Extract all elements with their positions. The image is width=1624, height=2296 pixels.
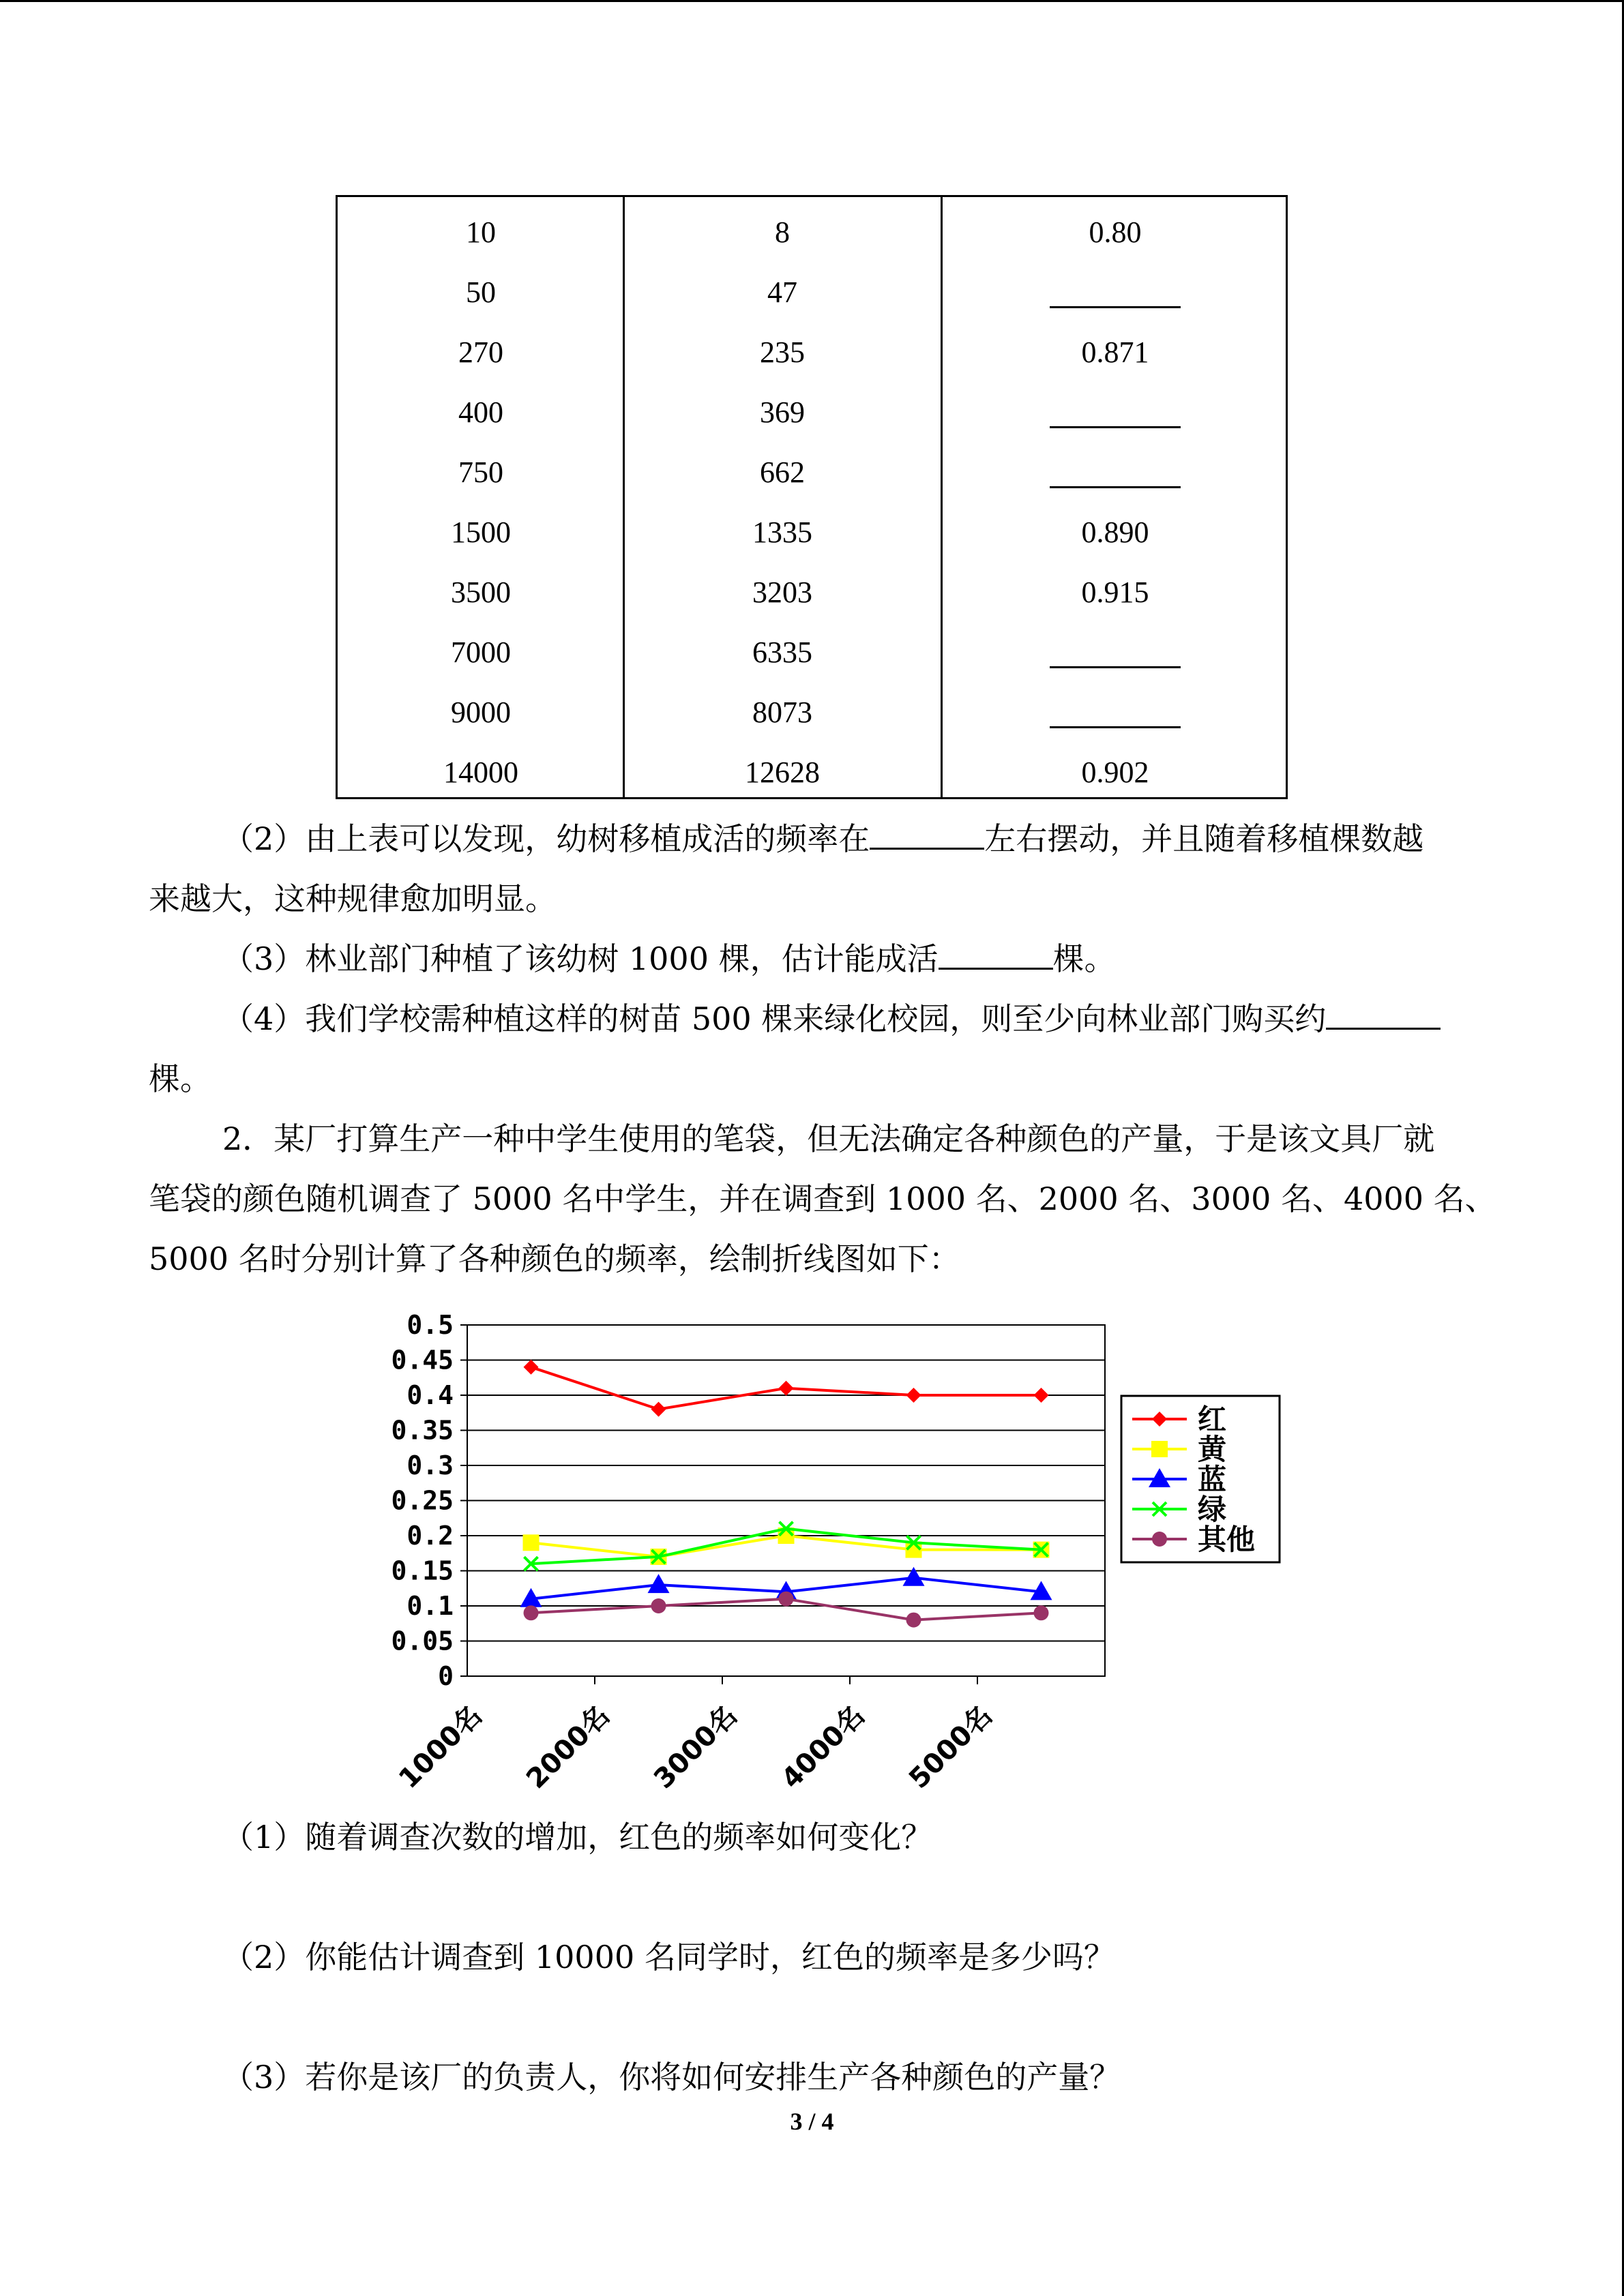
y-tick-label: 0 (438, 1661, 454, 1691)
table-cell-survived: 369 (760, 396, 805, 429)
survival-table (336, 195, 1288, 799)
table-cell-survived: 8 (775, 215, 790, 249)
table-cell-planted: 7000 (451, 636, 511, 669)
table-cell-survived: 47 (767, 275, 797, 309)
page-top-border (0, 0, 1624, 2)
data-point-其他 (651, 1598, 666, 1613)
table-cell-planted: 1500 (451, 516, 511, 549)
table-cell-planted: 50 (466, 275, 496, 309)
table-cell-freq (979, 383, 1252, 443)
legend-label-蓝: 蓝 (1198, 1463, 1227, 1496)
legend-label-绿: 绿 (1198, 1493, 1227, 1526)
table-cell-survived: 235 (760, 336, 805, 369)
answer-blank[interactable] (939, 931, 1053, 970)
y-tick-label: 0.05 (391, 1626, 454, 1656)
table-cell-planted: 3500 (451, 576, 511, 609)
table-cell-freq: 0.915 (1081, 576, 1149, 609)
frequency-line-chart (341, 1299, 1310, 1810)
table-cell-freq (979, 623, 1252, 683)
x-tick-label: 3000名 (648, 1699, 743, 1795)
q1-2-line2: 来越大，这种规律愈加明显。 (149, 880, 557, 917)
q1-2-line1: （2）由上表可以发现，幼树移植成活的频率在 左右摆动，并且随着移植棵数越 (222, 809, 1552, 869)
legend-marker-黄 (1151, 1441, 1168, 1457)
q1-3: （3）林业部门种植了该幼树 1000 棵，估计能成活 棵。 (222, 929, 1552, 989)
table-cell-freq (979, 683, 1252, 743)
x-tick-label: 5000名 (903, 1699, 999, 1795)
table-cell-planted: 400 (458, 396, 503, 429)
y-tick-label: 0.25 (391, 1485, 454, 1516)
data-point-其他 (779, 1592, 794, 1607)
y-tick-label: 0.45 (391, 1345, 454, 1375)
answer-blank[interactable] (870, 811, 984, 850)
legend-marker-其他 (1152, 1532, 1167, 1547)
q2-line1: 2．某厂打算生产一种中学生使用的笔袋，但无法确定各种颜色的产量，于是该文具厂就 (222, 1120, 1435, 1157)
table-cell-survived: 8073 (752, 696, 812, 729)
table-cell-survived: 12628 (745, 756, 820, 789)
x-tick-label: 1000名 (393, 1699, 488, 1795)
answer-blank[interactable] (1050, 726, 1181, 728)
table-cell-freq (979, 263, 1252, 323)
y-tick-label: 0.1 (407, 1591, 454, 1621)
q2-2: （2）你能估计调查到 10000 名同学时，红色的频率是多少吗？ (222, 1939, 1115, 1976)
table-cell-freq: 0.80 (1089, 215, 1142, 249)
legend-label-黄: 黄 (1198, 1433, 1227, 1466)
legend-label-红: 红 (1198, 1403, 1227, 1436)
table-cell-planted: 270 (458, 336, 503, 369)
q1-4-line1: （4）我们学校需种植这样的树苗 500 棵来绿化校园，则至少向林业部门购买约 (222, 989, 1552, 1049)
legend-label-其他: 其他 (1198, 1523, 1256, 1556)
table-cell-planted: 10 (466, 215, 496, 249)
y-tick-label: 0.3 (407, 1450, 454, 1480)
table-cell-freq: 0.890 (1081, 516, 1149, 549)
y-tick-label: 0.15 (391, 1555, 454, 1586)
q2-3: （3）若你是该厂的负责人，你将如何安排生产各种颜色的产量？ (222, 2059, 1121, 2096)
data-point-其他 (1034, 1605, 1049, 1620)
data-point-黄 (523, 1534, 540, 1551)
table-divider-1 (623, 197, 625, 797)
answer-blank[interactable] (1050, 486, 1181, 488)
answer-blank[interactable] (1050, 666, 1181, 668)
q2-line2: 笔袋的颜色随机调查了 5000 名中学生，并在调查到 1000 名、2000 名、3000 名、4000 名、 (149, 1180, 1496, 1217)
table-cell-freq: 0.871 (1081, 336, 1149, 369)
y-tick-label: 0.4 (407, 1380, 454, 1410)
table-cell-survived: 3203 (752, 576, 812, 609)
data-point-其他 (524, 1605, 539, 1620)
table-cell-planted: 750 (458, 456, 503, 489)
y-tick-label: 0.2 (407, 1521, 454, 1551)
y-tick-label: 0.5 (407, 1310, 454, 1340)
x-tick-label: 2000名 (520, 1699, 616, 1795)
table-cell-planted: 14000 (443, 756, 518, 789)
table-cell-planted: 9000 (451, 696, 511, 729)
x-tick-label: 4000名 (776, 1699, 871, 1795)
page-number: 3 / 4 (790, 2108, 834, 2135)
table-cell-survived: 6335 (752, 636, 812, 669)
table-cell-survived: 662 (760, 456, 805, 489)
answer-blank[interactable] (1050, 426, 1181, 428)
answer-blank[interactable] (1326, 991, 1441, 1030)
answer-blank[interactable] (1050, 306, 1181, 308)
table-cell-survived: 1335 (752, 516, 812, 549)
q2-1: （1）随着调查次数的增加，红色的频率如何变化？ (222, 1819, 933, 1855)
table-divider-2 (941, 197, 943, 797)
table-cell-freq (979, 443, 1252, 503)
data-point-其他 (906, 1613, 921, 1628)
table-cell-freq: 0.902 (1081, 756, 1149, 789)
y-tick-label: 0.35 (391, 1415, 454, 1446)
q2-line3: 5000 名时分别计算了各种颜色的频率，绘制折线图如下： (149, 1240, 960, 1277)
q1-4-line2: 棵。 (149, 1060, 211, 1097)
